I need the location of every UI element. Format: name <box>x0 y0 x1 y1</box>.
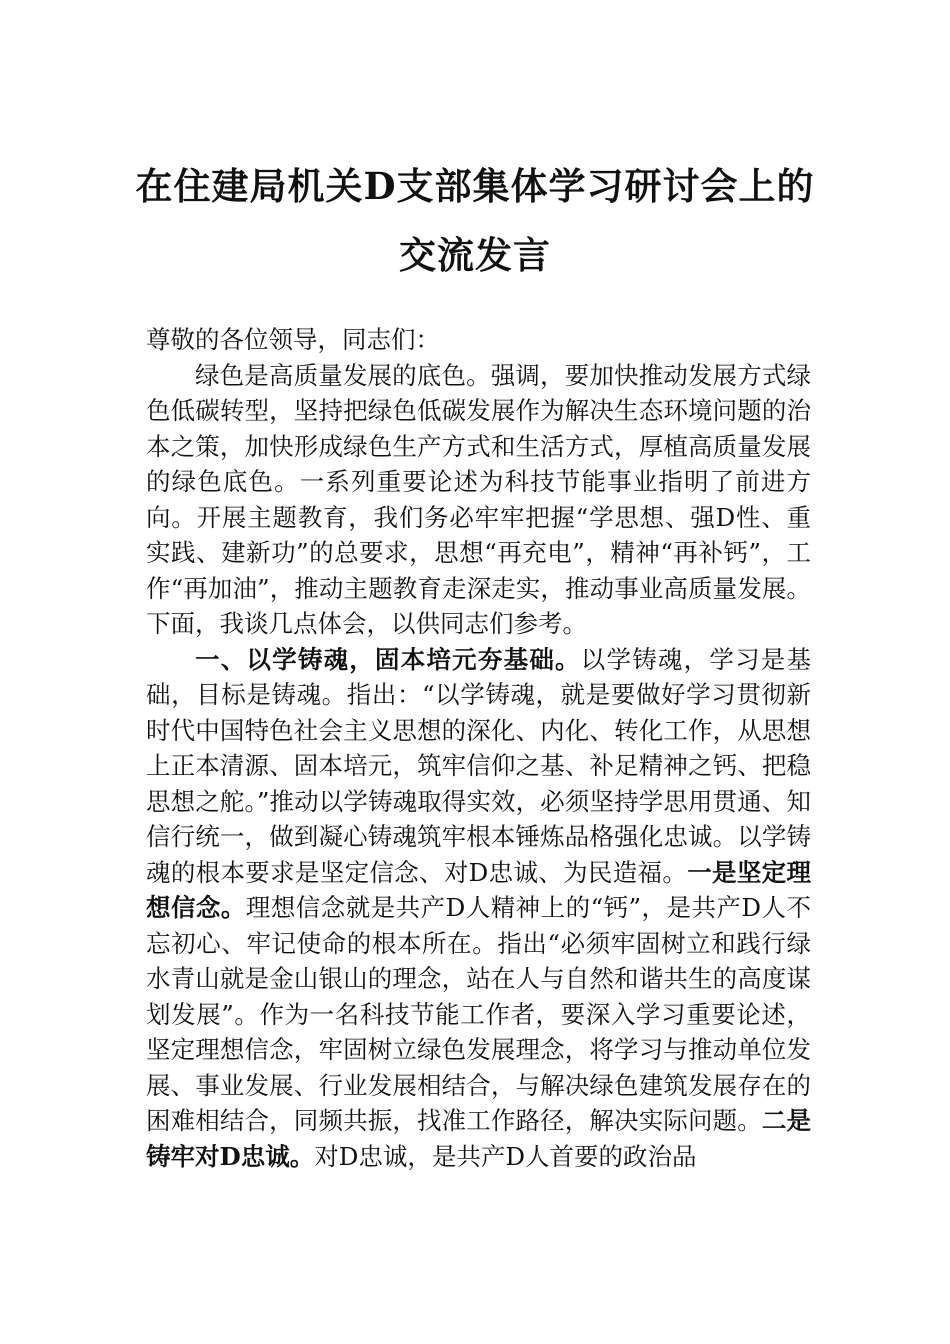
document-title-line-1: 在住建局机关D支部集体学习研讨会上的 <box>135 164 815 208</box>
point-2-text: 对D忠诚，是共产D人首要的政治品 <box>314 1141 697 1171</box>
salutation: 尊敬的各位领导，同志们： <box>146 325 440 354</box>
paragraph-intro: 绿色是高质量发展的底色。强调，要加快推动发展方式绿色低碳转型，坚持把绿色低碳发展作为解决生态环境问题的治本之策，加快形成绿色生产方式和生活方式，厚植高质量发展的绿色底色。一系列重要论述为科技节能事业指明了前进方向。开展主题教育，我们务必牢牢把握“学思想、强D性、重实践、建新功”的总要求，思想“再充电”，精神“再补钙”，工作“再加油”，推动主题教育走深走实，推动事业高质量发展。下面，我谈几点体会，以供同志们参考。 <box>146 360 811 638</box>
document-title-line-2: 交流发言 <box>399 233 551 277</box>
section-1-heading: 一、以学铸魂，固本培元夯基础。 <box>195 644 581 674</box>
point-2-heading: 二是铸牢对D忠诚。 <box>146 1106 812 1171</box>
section-1-text: 以学铸魂，学习是基础，目标是铸魂。指出：“以学铸魂，就是要做好学习贯彻新时代中国特色社会主义思想的深化、内化、转化工作，从思想上正本清源、固本培元，筑牢信仰之基、补足精神之钙、把稳思想之舵。”推动以学铸魂取得实效，必须坚持学思用贯通、知信行统一，做到凝心铸魂筑牢根本锤炼品格强化忠诚。以学铸魂的根本要求是坚定信念、对D忠诚、为民造福。 <box>146 644 812 887</box>
document-body <box>146 322 811 1174</box>
point-1-heading: 一是坚定理想信念。 <box>146 857 811 922</box>
point-1-text: 理想信念就是共产D人精神上的“钙”，是共产D人不忘初心、牢记使命的根本所在。指出“必须牢固树立和践行绿水青山就是金山银山的理念，站在人与自然和谐共生的高度谋划发展”。作为一名科技节能工作者，要深入学习重要论述，坚定理想信念，牢固树立绿色发展理念，将学习与推动单位发展、事业发展、行业发展相结合，与解决绿色建筑发展存在的困难相结合，同频共振，找准工作路径，解决实际问题。 <box>146 893 811 1135</box>
paragraph-section-1 <box>146 642 811 1175</box>
